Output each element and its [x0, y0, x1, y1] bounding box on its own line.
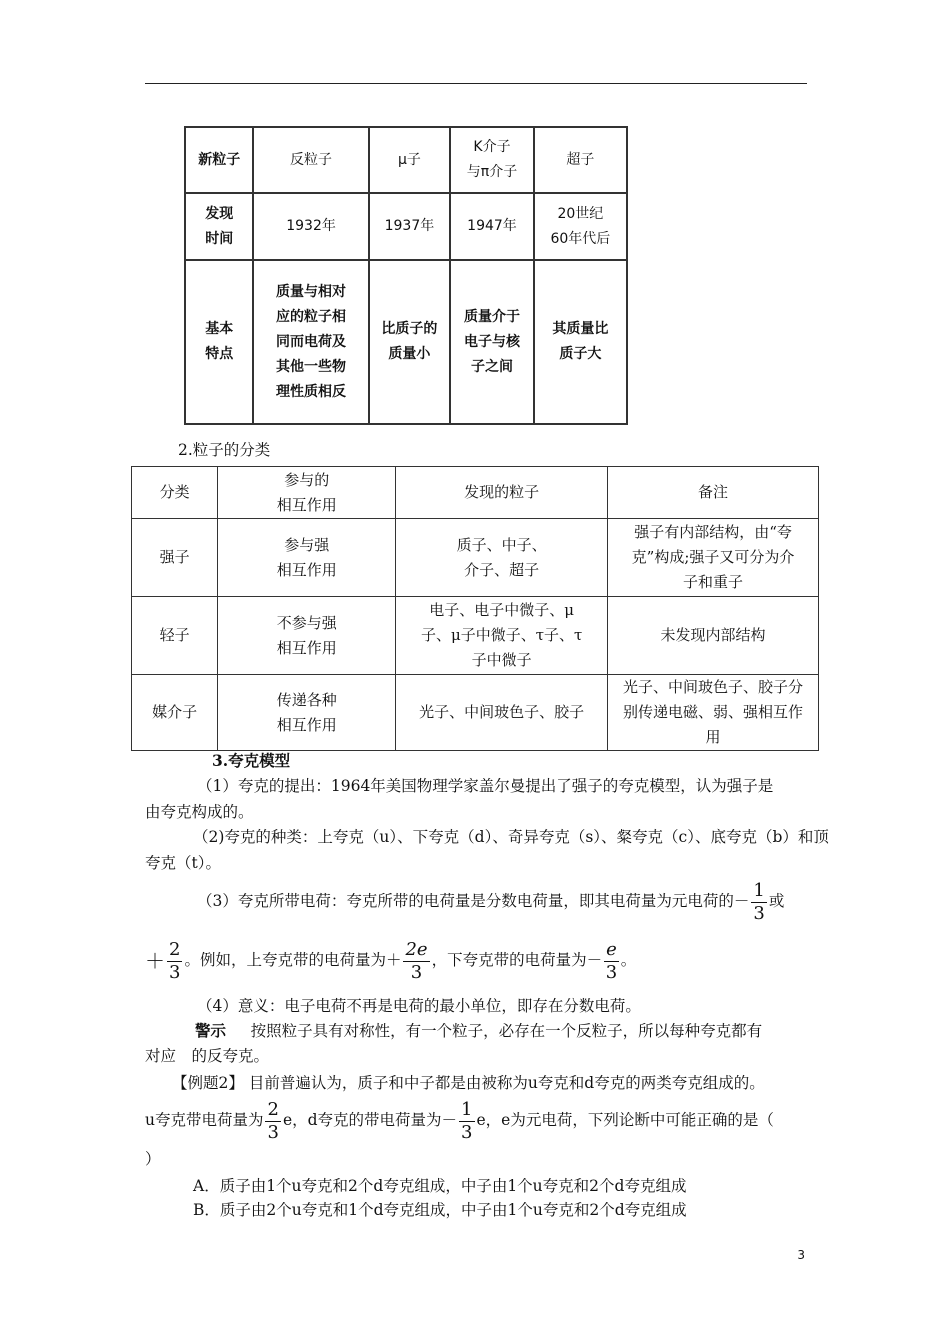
paragraph-line: （2)夸克的种类：上夸克（u）、下夸克（d）、奇异夸克（s）、粲夸克（c）、底夸克（b）和顶 — [193, 828, 829, 846]
table2-cell: 参与强 相互作用 — [218, 519, 396, 597]
paragraph-line: （1）夸克的提出：1964年美国物理学家盖尔曼提出了强子的夸克模型，认为强子是 — [197, 777, 774, 795]
table2-cell: 电子、电子中微子、μ 子、μ子中微子、τ子、τ 子中微子 — [396, 597, 608, 675]
table1-header-cell: μ子 — [369, 127, 451, 193]
table2-cell: 未发现内部结构 — [608, 597, 819, 675]
table2-cell: 强子有内部结构，由“夸 克”构成;强子又可分为介 子和重子 — [608, 519, 819, 597]
table2-header-cell: 分类 — [132, 467, 218, 519]
paragraph-line: （4）意义：电子电荷不再是电荷的最小单位，即存在分数电荷。 — [197, 997, 641, 1015]
paragraph-line: 由夸克构成的。 — [145, 803, 254, 821]
table1-time-label: 发现 时间 — [185, 193, 253, 260]
table1-header-cell: K介子 与π介子 — [450, 127, 534, 193]
paragraph-line: ＋ $\frac{2}{3}$ 。例如，上夸克带的电荷量为＋ $\frac{2e}{3}$ ，下夸克带的电荷量为－ $\frac{e}{3}$ 。 — [145, 938, 637, 983]
table2-cell: 不参与强 相互作用 — [218, 597, 396, 675]
new-particles-table — [184, 126, 628, 425]
paragraph-text: （3）夸克所带电荷：夸克所带的电荷量是分数电荷量，即其电荷量为元电荷的－ — [197, 892, 750, 910]
paragraph-line: 对应 的反夸克。 — [145, 1047, 270, 1065]
table1-feature-label: 基本 特点 — [185, 260, 253, 424]
section-title: 3.夸克模型 — [212, 751, 291, 770]
table1-cell: 质量介于 电子与核 子之间 — [450, 260, 534, 424]
option-a: A．质子由1个u夸克和2个d夸克组成，中子由1个u夸克和2个d夸克组成 — [193, 1177, 687, 1195]
table1-header-cell: 超子 — [534, 127, 627, 193]
table2-cell: 传递各种 相互作用 — [218, 675, 396, 751]
page-number: 3 — [797, 1248, 805, 1262]
paragraph-text: 按照粒子具有对称性，有一个粒子，必存在一个反粒子，所以每种夸克都有 — [250, 1022, 763, 1040]
paragraph-text: 或 — [768, 892, 785, 910]
table1-header-cell: 新粒子 — [185, 127, 253, 193]
table1-header-cell: 反粒子 — [253, 127, 368, 193]
table1-cell: 质量与相对 应的粒子相 同而电荷及 其他一些物 理性质相反 — [253, 260, 368, 424]
table2-cell: 质子、中子、 介子、超子 — [396, 519, 608, 597]
paragraph-text: 。例如，上夸克带的电荷量为＋ — [184, 951, 402, 969]
particle-classification-table — [131, 466, 819, 751]
paragraph-text: ，下夸克带的电荷量为－ — [431, 951, 603, 969]
fraction-minus-one-third: $\frac{1}{3}$ — [753, 879, 765, 924]
paragraph-text: 目前普遍认为，质子和中子都是由被称为u夸克和d夸克的两类夸克组成的。 — [248, 1074, 765, 1092]
example-label: 【例题2】 — [172, 1074, 244, 1092]
fraction-one-third: $\frac{1}{3}$ — [461, 1098, 473, 1143]
section-title: 2.粒子的分类 — [178, 441, 271, 459]
table1-cell: 1937年 — [369, 193, 451, 260]
paragraph-line — [145, 1097, 774, 1144]
table2-cell: 轻子 — [132, 597, 218, 675]
paragraph-line: 夸克（t）。 — [145, 854, 221, 872]
header-rule — [145, 83, 807, 84]
fraction-e-thirds: $\frac{e}{3}$ — [605, 938, 618, 983]
paragraph-text: 。 — [620, 951, 637, 969]
fraction-two-e-thirds: $\frac{2e}{3}$ — [405, 938, 428, 983]
table2-cell: 媒介子 — [132, 675, 218, 751]
fraction-two-thirds: $\frac{2}{3}$ — [169, 938, 181, 983]
table2-header-cell: 备注 — [608, 467, 819, 519]
table2-cell: 光子、中间玻色子、胶子分 别传递电磁、弱、强相互作 用 — [608, 675, 819, 751]
paragraph-line — [172, 1070, 765, 1096]
warning-label: 警示 — [195, 1021, 227, 1040]
table2-cell: 光子、中间玻色子、胶子 — [396, 675, 608, 751]
table2-header-cell: 参与的 相互作用 — [218, 467, 396, 519]
table2-header-cell: 发现的粒子 — [396, 467, 608, 519]
table1-cell: 比质子的 质量小 — [369, 260, 451, 424]
table2-cell: 强子 — [132, 519, 218, 597]
paragraph-text: e，e为元电荷，下列论断中可能正确的是（ — [476, 1111, 774, 1129]
paragraph-line — [197, 878, 784, 925]
table1-cell: 1947年 — [450, 193, 534, 260]
paragraph-line — [195, 1018, 762, 1044]
option-b: B．质子由2个u夸克和1个d夸克组成，中子由1个u夸克和2个d夸克组成 — [193, 1201, 687, 1219]
table1-cell: 1932年 — [253, 193, 368, 260]
paragraph-line: ） — [145, 1150, 161, 1168]
table1-cell: 20世纪 60年代后 — [534, 193, 627, 260]
table1-cell: 其质量比 质子大 — [534, 260, 627, 424]
paragraph-text: u夸克带电荷量为 — [145, 1111, 264, 1129]
paragraph-text: e，d夸克的带电荷量为－ — [282, 1111, 458, 1129]
fraction-two-thirds: $\frac{2}{3}$ — [267, 1098, 279, 1143]
